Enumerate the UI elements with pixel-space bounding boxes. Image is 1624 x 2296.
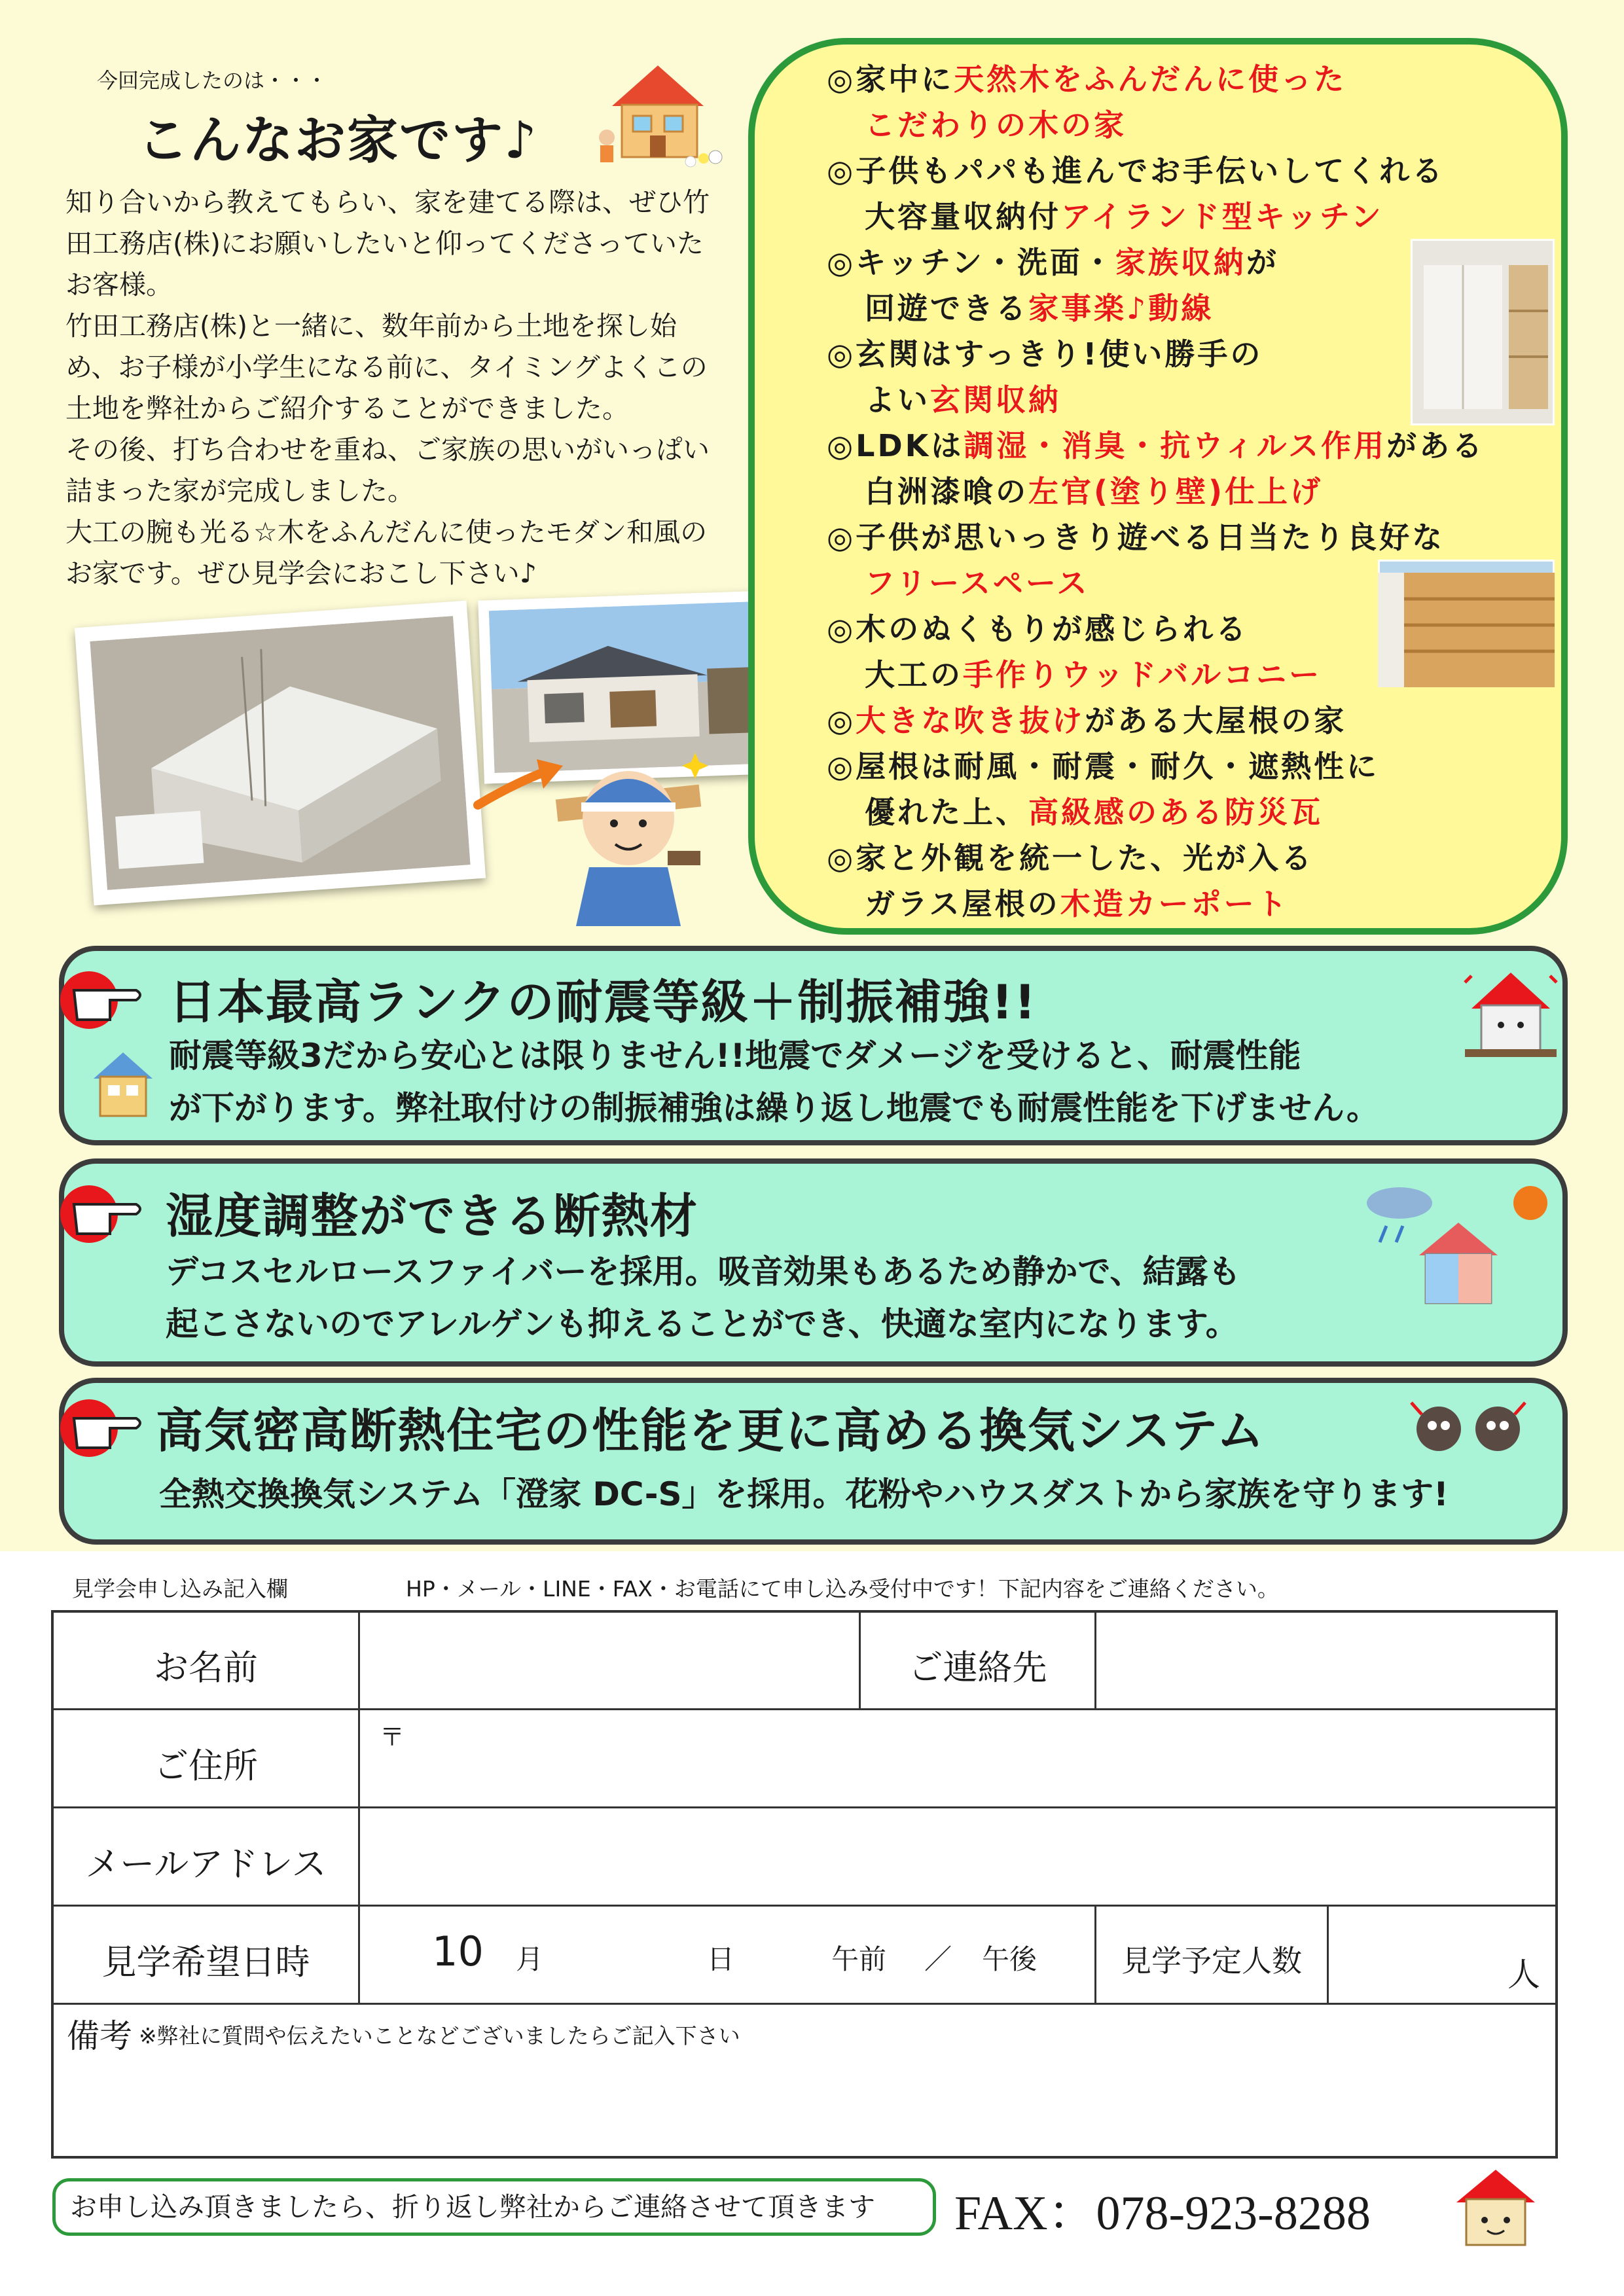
house-character-icon xyxy=(1458,963,1563,1061)
house-illustration-icon xyxy=(592,54,730,171)
dust-mite-icon xyxy=(1406,1390,1537,1462)
feature-text: 家と外観を統一した、光が入る xyxy=(856,840,1314,876)
feature-text: 優れた上、 xyxy=(865,795,1028,830)
bullet-mark: ◎ xyxy=(827,336,856,372)
feature-text: LDKは xyxy=(856,428,964,463)
remarks-field[interactable] xyxy=(54,2005,1555,2156)
feature-text: がある xyxy=(1386,428,1485,463)
feature-text: 大容量収納付 xyxy=(865,199,1061,234)
panel-title: 日本最高ランクの耐震等級＋制振補強!! xyxy=(169,975,1038,1030)
bullet-mark: ◎ xyxy=(827,153,856,188)
panel-body xyxy=(169,1030,1379,1134)
feature-text: 回遊できる xyxy=(865,291,1028,326)
feature-text: よい xyxy=(865,382,930,418)
email-field[interactable] xyxy=(360,1808,1555,1905)
name-label: お名前 xyxy=(154,1648,258,1688)
people-field[interactable] xyxy=(1329,1907,1555,2003)
intro-paragraph: 大工の腕も光る☆木をふんだんに使ったモダン和風のお家です。ぜひ見学会におこし下さい♪ xyxy=(65,516,708,589)
ventilation-panel xyxy=(59,1378,1568,1545)
feature-item xyxy=(827,56,1547,148)
feature-item xyxy=(827,744,1547,835)
am-option[interactable]: 午前 xyxy=(831,1943,887,1975)
month-value: 10 xyxy=(432,1928,484,1975)
feature-highlight: 家事楽♪動線 xyxy=(1028,291,1214,326)
panel-body xyxy=(159,1468,1449,1520)
feature-text: 玄関はすっきり!使い勝手の xyxy=(856,336,1263,372)
intro-paragraph: その後、打ち合わせを重ね、ご家族の思いがいっぱい詰まった家が完成しました。 xyxy=(65,434,710,507)
panel-line: が下がります。弊社取付けの制振補強は繰り返し地震でも耐震性能を下げません。 xyxy=(169,1089,1379,1127)
name-field[interactable] xyxy=(360,1613,859,1708)
form-note: HP・メール・LINE・FAX・お電話にて申し込み受付中です！下記内容をご連絡ください。 xyxy=(406,1576,1279,1602)
email-label: メールアドレス xyxy=(85,1844,327,1884)
intro-title: こんなお家です♪ xyxy=(137,111,538,170)
wood-balcony-photo xyxy=(1378,560,1555,687)
feature-text: 家中に xyxy=(856,62,954,97)
bullet-mark: ◎ xyxy=(827,749,856,784)
form-label: 見学会申し込み記入欄 xyxy=(72,1576,288,1602)
feature-highlight: 左官(塗り壁)仕上げ xyxy=(1028,474,1324,509)
intro-lead: 今回完成したのは・・・ xyxy=(97,68,328,93)
pointing-hand-icon xyxy=(58,1178,149,1250)
feature-text: が xyxy=(1246,245,1279,280)
features-panel xyxy=(748,38,1568,935)
people-label: 見学予定人数 xyxy=(1121,1943,1302,1979)
feature-text: 子供が思いっきり遊べる日当たり良好な xyxy=(856,520,1445,555)
feature-text: 屋根は耐風・耐震・耐久・遮熱性に xyxy=(856,749,1380,784)
feature-text: ガラス屋根の xyxy=(865,886,1060,922)
intro-paragraph: 竹田工務店(株)と一緒に、数年前から土地を探し始め、お子様が小学生になる前に、タイミングよくこの土地を弊社からご紹介することができました。 xyxy=(65,310,708,424)
postal-mark: 〒 xyxy=(380,1723,405,1751)
date-label: 見学希望日時 xyxy=(101,1943,310,1982)
footer-notice: お申し込み頂きましたら、折り返し弊社からご連絡させて頂きます xyxy=(52,2178,936,2236)
feature-highlight: こだわりの木の家 xyxy=(865,107,1127,143)
month-unit: 月 xyxy=(516,1943,544,1975)
application-form xyxy=(51,1610,1558,2159)
remarks-label: 備考 xyxy=(67,2017,132,2055)
storage-room-photo xyxy=(1411,239,1555,425)
panel-line: 耐震等級3だから安心とは限りません!!地震でダメージを受けると、耐震性能 xyxy=(169,1037,1301,1075)
address-label: ご住所 xyxy=(154,1746,258,1786)
remarks-note: ※弊社に質問や伝えたいことなどございましたらご記入下さい xyxy=(139,2023,740,2049)
feature-text: 白洲漆喰の xyxy=(865,474,1028,509)
feature-highlight: 調湿・消臭・抗ウィルス作用 xyxy=(964,428,1387,463)
panel-title: 湿度調整ができる断熱材 xyxy=(166,1189,699,1244)
contact-label: ご連絡先 xyxy=(908,1648,1047,1688)
pointing-hand-icon xyxy=(58,964,149,1036)
bullet-mark: ◎ xyxy=(827,840,856,876)
panel-title: 高気密高断熱住宅の性能を更に高める換気システム xyxy=(156,1403,1265,1458)
feature-text: キッチン・洗面・ xyxy=(856,245,1115,280)
seismic-panel xyxy=(59,946,1568,1145)
insulation-panel xyxy=(59,1158,1568,1367)
feature-text: 子供もパパも進んでお手伝いしてくれる xyxy=(856,153,1445,188)
feature-highlight: フリースペース xyxy=(865,565,1090,601)
weather-insulation-icon xyxy=(1360,1177,1557,1308)
date-field[interactable] xyxy=(360,1907,1094,2003)
bullet-mark: ◎ xyxy=(827,520,856,555)
people-unit: 人 xyxy=(1507,1956,1540,1994)
feature-highlight: アイランド型キッチン xyxy=(1061,199,1384,234)
feature-text: 木のぬくもりが感じられる xyxy=(856,611,1249,647)
feature-highlight: 玄関収納 xyxy=(930,382,1061,418)
carpenter-illustration-icon xyxy=(543,740,713,929)
intro-body xyxy=(65,182,727,594)
panel-line: 起こさないのでアレルゲンも抑えることができ、快適な室内になります。 xyxy=(166,1305,1238,1343)
feature-item xyxy=(827,835,1547,927)
bullet-mark: ◎ xyxy=(827,703,856,738)
intro-paragraph: 知り合いから教えてもらい、家を建てる際は、ぜひ竹田工務店(株)にお願いしたいと仰ってくださっていたお客様。 xyxy=(65,187,710,300)
bullet-mark: ◎ xyxy=(827,428,856,463)
feature-text: 大工の xyxy=(865,657,963,692)
address-field[interactable] xyxy=(360,1710,1555,1806)
house-mascot-icon xyxy=(1447,2160,1545,2251)
pointing-hand-icon xyxy=(58,1392,149,1464)
feature-highlight: 大きな吹き抜け xyxy=(856,703,1085,738)
bullet-mark: ◎ xyxy=(827,62,856,97)
fax-number: FAX：078-923-8288 xyxy=(954,2187,1371,2240)
bullet-mark: ◎ xyxy=(827,245,856,280)
panel-body xyxy=(166,1246,1241,1350)
day-unit: 日 xyxy=(707,1943,735,1975)
feature-item xyxy=(827,698,1547,744)
contact-field[interactable] xyxy=(1096,1613,1555,1708)
slash: ／ xyxy=(924,1943,952,1975)
feature-item xyxy=(827,423,1547,514)
bullet-mark: ◎ xyxy=(827,611,856,647)
pm-option[interactable]: 午後 xyxy=(982,1943,1038,1975)
feature-highlight: 家族収納 xyxy=(1115,245,1246,280)
panel-line: デコスセルロースファイバーを採用。吸音効果もあるため静かで、結露も xyxy=(166,1253,1241,1291)
panel-line: 全熱交換換気システム「澄家 DC-S」を採用。花粉やハウスダストから家族を守ります! xyxy=(159,1475,1449,1513)
feature-highlight: 手作りウッドバルコニー xyxy=(963,657,1322,692)
house-icon xyxy=(87,1043,159,1121)
feature-highlight: 天然木をふんだんに使った xyxy=(954,62,1347,97)
feature-highlight: 木造カーポート xyxy=(1060,886,1290,922)
feature-text: がある大屋根の家 xyxy=(1085,703,1347,738)
feature-item xyxy=(827,148,1547,240)
architectural-model-photo xyxy=(75,601,486,906)
feature-highlight: 高級感のある防災瓦 xyxy=(1028,795,1323,830)
